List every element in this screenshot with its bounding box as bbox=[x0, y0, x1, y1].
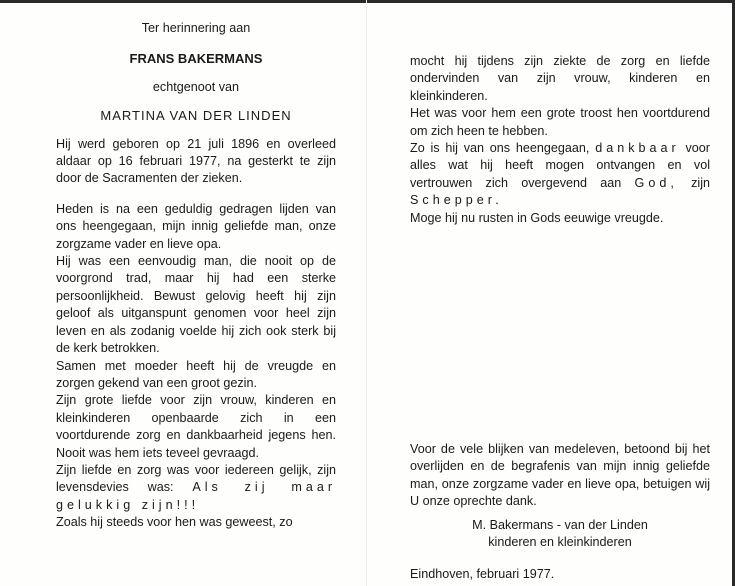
paragraph-continued: Zoals hij steeds voor hen was geweest, zo bbox=[56, 515, 293, 530]
gratitude-his: zijn bbox=[691, 175, 710, 190]
word-creator: Schepper. bbox=[410, 193, 503, 208]
gratitude-intro: Zo is hij van ons heengegaan, bbox=[410, 141, 590, 156]
place-date: Eindhoven, februari 1977. bbox=[410, 566, 555, 581]
paragraph-passing: Heden is na een geduldig gedragen lijden van ons heengegaan, mijn innig geliefde man, onze zorgzame vader en lieve opa. bbox=[56, 201, 336, 251]
paragraph-comfort: Het was voor hem een grote troost hen voortdurend om zich heen te hebben. bbox=[410, 106, 710, 138]
motto-text: Als zij maar gelukkig zijn!!! bbox=[56, 480, 337, 512]
paragraph-illness: mocht hij tijdens zijn ziekte de zorg en liefde ondervinden van zijn vrouw, kinderen en kleinkinderen. bbox=[410, 54, 710, 103]
paragraph-prayer: Moge hij nu rusten in Gods eeuwige vreugde. bbox=[410, 210, 664, 225]
gratitude-middle: voor alles wat hij heeft mogen ontvangen en vol vertrouwen zich overgevend aan bbox=[410, 141, 710, 190]
deceased-name: FRANS BAKERMANS bbox=[129, 51, 263, 67]
paragraph-motto bbox=[56, 462, 336, 514]
thanks-paragraph: Voor de vele blijken van medeleven, betoond bij het overlijden en de begrafenis van mijn innig geliefde man, onze zorgzame vader en lieve opa, betuigen wij U onze oprechte dank. bbox=[410, 442, 710, 509]
left-page bbox=[56, 20, 336, 532]
word-thankful: dankbaar bbox=[595, 141, 680, 156]
right-page bbox=[410, 53, 710, 583]
paragraph-love: Zijn grote liefde voor zijn vrouw, kinderen en kleinkinderen openbaarde zich in een voortdurende zorg en dankbaarheid jegens hen. Nooit was hem iets teveel gevraagd. bbox=[56, 393, 336, 460]
paragraph-character: Hij was een eenvoudig man, die nooit op de voorgrond trad, maar hij had een sterke persoonlijkheid. Bewust gelovig heeft hij zijn geloof als uitganspunt genomen voor heel zijn leven en als zodanig voelde hij zich ook sterk bij de kerk betrokken. bbox=[56, 254, 336, 356]
spouse-name: MARTINA VAN DER LINDEN bbox=[100, 108, 292, 124]
birth-paragraph: Hij werd geboren op 21 juli 1896 en overleed aldaar op 16 februari 1977, na gesterkt te zijn door de Sacramenten der zieken. bbox=[56, 136, 336, 186]
word-god: God, bbox=[634, 175, 678, 190]
paragraph-gratitude bbox=[410, 140, 710, 210]
signature-family: kinderen en kleinkinderen bbox=[488, 535, 632, 550]
card-fold bbox=[366, 0, 367, 586]
motto-intro: Zijn liefde en zorg was voor iedereen gelijk, zijn levensdevies was: bbox=[56, 462, 336, 495]
card-edge-top bbox=[0, 0, 735, 3]
spouse-label: echtgenoot van bbox=[152, 79, 240, 94]
paragraph-family: Samen met moeder heeft hij de vreugde en zorgen gekend van een groot gezin. bbox=[56, 358, 336, 390]
signature-name: M. Bakermans - van der Linden bbox=[472, 517, 648, 532]
intro-line: Ter herinnering aan bbox=[141, 21, 251, 35]
